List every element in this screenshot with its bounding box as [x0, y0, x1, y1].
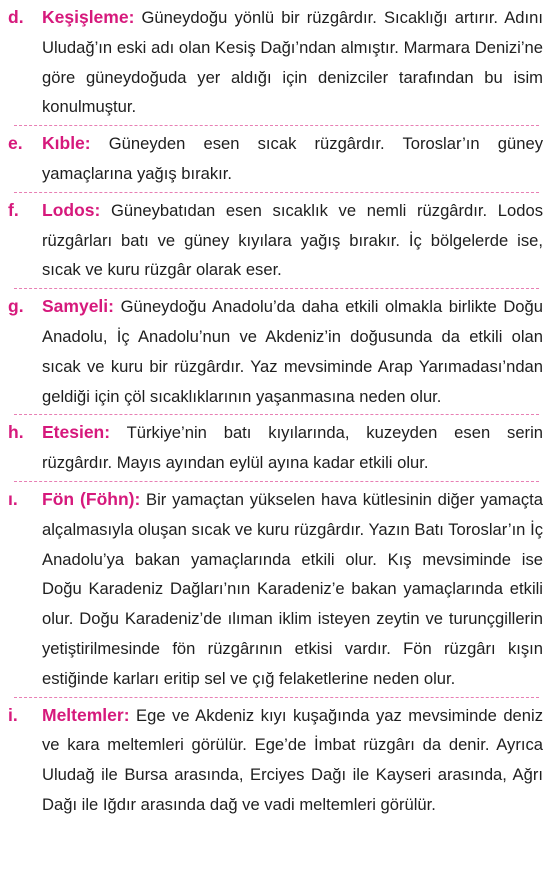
entry-etesien	[0, 418, 553, 478]
entry-letter: ı.	[8, 488, 18, 509]
entry-term: Kıble:	[42, 133, 91, 154]
entry-fon	[0, 485, 553, 694]
dashed-divider	[14, 288, 539, 289]
entry-term: Etesien:	[42, 422, 111, 443]
dashed-divider	[14, 481, 539, 482]
entry-meltemler	[0, 701, 553, 820]
entry-letter: i.	[8, 704, 18, 725]
entry-text: Güneybatıdan esen sıcaklık ve nemli rüzgârdır. Lodos rüzgârları batı ve güney kıyılara yağış bırakır. İç bölgelerde ise, sıcak ve kuru rüzgâr olarak eser.	[42, 200, 543, 280]
entry-letter: f.	[8, 199, 19, 220]
entry-letter: e.	[8, 133, 23, 154]
entry-term: Keşişleme:	[42, 7, 135, 27]
entry-term: Samyeli:	[42, 296, 114, 317]
entry-text: Güneydoğu Anadolu’da daha etkili olmakla birlikte Doğu Anadolu, İç Anadolu’nun ve Akdeniz’in doğusunda da etkili olan sıcak ve kuru bir rüzgârdır. Yaz mevsiminde Arap Yarımadası’ndan geldiği için çöl sıcaklıklarının yaşanmasına neden olur.	[42, 297, 543, 406]
dashed-divider	[14, 697, 539, 698]
entry-text: Türkiye’nin batı kıyılarında, kuzeyden esen serin rüzgârdır. Mayıs ayından eylül ayına kadar etkili olur.	[42, 423, 543, 473]
entry-text: Güneyden esen sıcak rüzgârdır. Toroslar’ın güney yamaçlarına yağış bırakır.	[42, 134, 543, 183]
entry-term: Fön (Föhn):	[42, 488, 141, 509]
entry-text: Güneydoğu yönlü bir rüzgârdır. Sıcaklığı artırır. Adını Uludağ’ın eski adı olan Kesiş Dağı’ndan almıştır. Marmara Denizi’ne göre güneydoğuda yer aldığı için denizciler tarafından bu isim konulmuştur.	[42, 8, 543, 117]
entry-term: Lodos:	[42, 199, 101, 220]
dashed-divider	[14, 125, 539, 126]
entry-letter: g.	[8, 296, 24, 317]
dashed-divider	[14, 192, 539, 193]
dashed-divider	[14, 414, 539, 415]
entry-term: Meltemler:	[42, 704, 130, 725]
entry-text: Bir yamaçtan yükselen hava kütlesinin diğer yamaçta alçalmasıyla oluşan sıcak ve kuru rüzgârdır. Yazın Batı Toroslar’ın İç Anadolu’ya bakan yamaçlarında etkili olur. Kış mevsiminde ise Doğu Karadeniz Dağları’nın Karadeniz’e bakan yamaçlarında etkili olur. Doğu Karadeniz’de ılıman iklim isteyen zeytin ve turunçgillerin yetiştirilmesinde fön rüzgârının etkisi vardır. Fön rüzgârı kışın estiğinde karları eritip sel ve çığ felaketlerine neden olur.	[42, 489, 543, 688]
entry-samyeli	[0, 292, 553, 411]
entry-kible	[0, 129, 553, 189]
entry-text: Ege ve Akdeniz kıyı kuşağında yaz mevsiminde deniz ve kara meltemleri görülür. Ege’de İmbat rüzgârı da denir. Ayrıca Uludağ ile Bursa arasında, Erciyes Dağı ile Kayseri arasında, Ağrı Dağı ile Iğdır arasında dağ ve vadi meltemleri görülür.	[42, 705, 543, 814]
entry-keisleme	[0, 3, 553, 122]
entry-letter: d.	[8, 7, 24, 27]
entry-lodos	[0, 196, 553, 285]
entry-letter: h.	[8, 422, 24, 443]
